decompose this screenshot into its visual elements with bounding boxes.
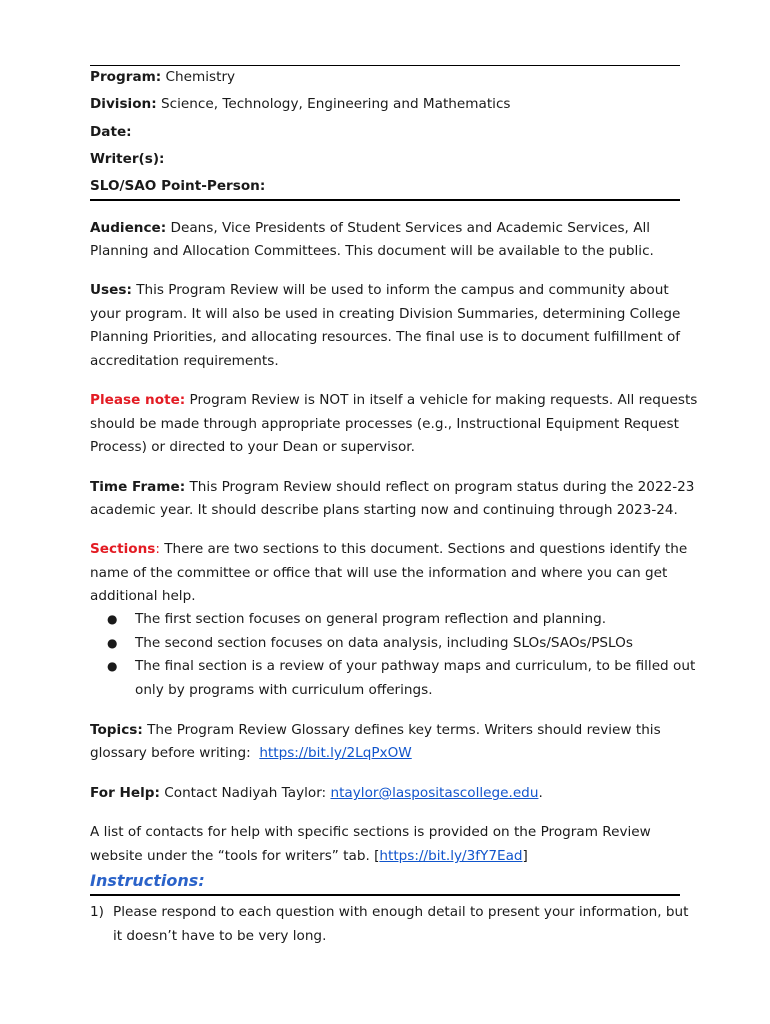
please-note-line-2: should be made through appropriate processes (e.g., Instructional Equipment Request [90,416,679,432]
bullet-dot-2: ● [107,636,118,650]
bullet-item-2: The second section focuses on data analysis, including SLOs/SAOs/PSLOs [135,635,633,651]
contacts-line-1: A list of contacts for help with specific sections is provided on the Program Review [90,824,651,840]
please-note-text-1: Program Review is NOT in itself a vehicle for making requests. All requests [185,392,698,408]
sections-line-1 [90,538,687,562]
sections-line-2: name of the committee or office that will use the information and where you can get [90,565,668,581]
uses-line-4: accreditation requirements. [90,353,279,369]
help-text: Contact Nadiyah Taylor: [159,785,331,801]
help-end: . [538,785,543,801]
division-value: Science, Technology, Engineering and Mathematics [161,96,511,112]
topics-line-2 [90,742,412,766]
instruction-item-1-line-2: it doesn’t have to be very long. [113,928,327,944]
date-label: Date: [90,124,132,140]
bullet-dot-3: ● [107,659,118,673]
audience-line-1 [90,217,650,241]
uses-line-1 [90,279,669,303]
time-frame-text-1: This Program Review should reflect on program status during the 2022-23 [185,479,695,495]
header-divider [90,199,680,201]
program-label: Program: [90,69,162,85]
topics-line-1 [90,719,661,743]
bullet-dot-1: ● [107,612,118,626]
contacts-end: ] [522,848,528,864]
please-note-label: Please note: [90,392,186,408]
glossary-link[interactable]: https://bit.ly/2LqPxOW [259,745,412,761]
time-frame-line-1 [90,476,694,500]
contacts-line-2 [90,845,528,869]
contacts-text-2: website under the “tools for writers” tab. [ [90,848,380,864]
bullet-item-3: The final section is a review of your pathway maps and curriculum, to be filled out [135,658,696,674]
audience-label: Audience: [90,220,167,236]
time-frame-label: Time Frame: [90,479,186,495]
topics-text-1: The Program Review Glossary defines key terms. Writers should review this [142,722,661,738]
help-line [90,782,543,806]
uses-line-2: your program. It will also be used in creating Division Summaries, determining College [90,306,681,322]
please-note-line-1 [90,389,697,413]
sections-line-3: additional help. [90,588,196,604]
instruction-number-1: 1) [90,904,104,920]
audience-text-1: Deans, Vice Presidents of Student Services and Academic Services, All [166,220,651,236]
writers-label: Writer(s): [90,151,165,167]
bullet-item-1: The first section focuses on general program reflection and planning. [135,611,607,627]
program-row [90,66,235,90]
time-frame-line-2: academic year. It should describe plans starting now and continuing through 2023-24. [90,502,678,518]
sections-text-1: There are two sections to this document. Sections and questions identify the [159,541,688,557]
help-email-link[interactable]: ntaylor@laspositascollege.edu [330,785,539,801]
instructions-heading: Instructions: [90,871,205,890]
division-row [90,93,511,117]
please-note-line-3: Process) or directed to your Dean or supervisor. [90,439,415,455]
tools-link[interactable]: https://bit.ly/3fY7Ead [379,848,523,864]
sections-label: Sections [90,541,156,557]
uses-text-1: This Program Review will be used to inform the campus and community about [131,282,669,298]
uses-label: Uses: [90,282,132,298]
topics-label: Topics: [90,722,143,738]
division-label: Division: [90,96,157,112]
help-label: For Help: [90,785,160,801]
program-value: Chemistry [165,69,236,85]
topics-text-2: glossary before writing: [90,745,251,761]
sections-colon: : [155,541,160,557]
instruction-item-1-line-1: Please respond to each question with enough detail to present your information, but [113,904,689,920]
bullet-item-3-cont: only by programs with curriculum offerings. [135,682,433,698]
instructions-divider [90,894,680,896]
uses-line-3: Planning Priorities, and allocating resources. The final use is to document fulfillment of [90,329,681,345]
slo-point-person-label: SLO/SAO Point-Person: [90,178,266,194]
audience-line-2: Planning and Allocation Committees. This document will be available to the public. [90,243,654,259]
